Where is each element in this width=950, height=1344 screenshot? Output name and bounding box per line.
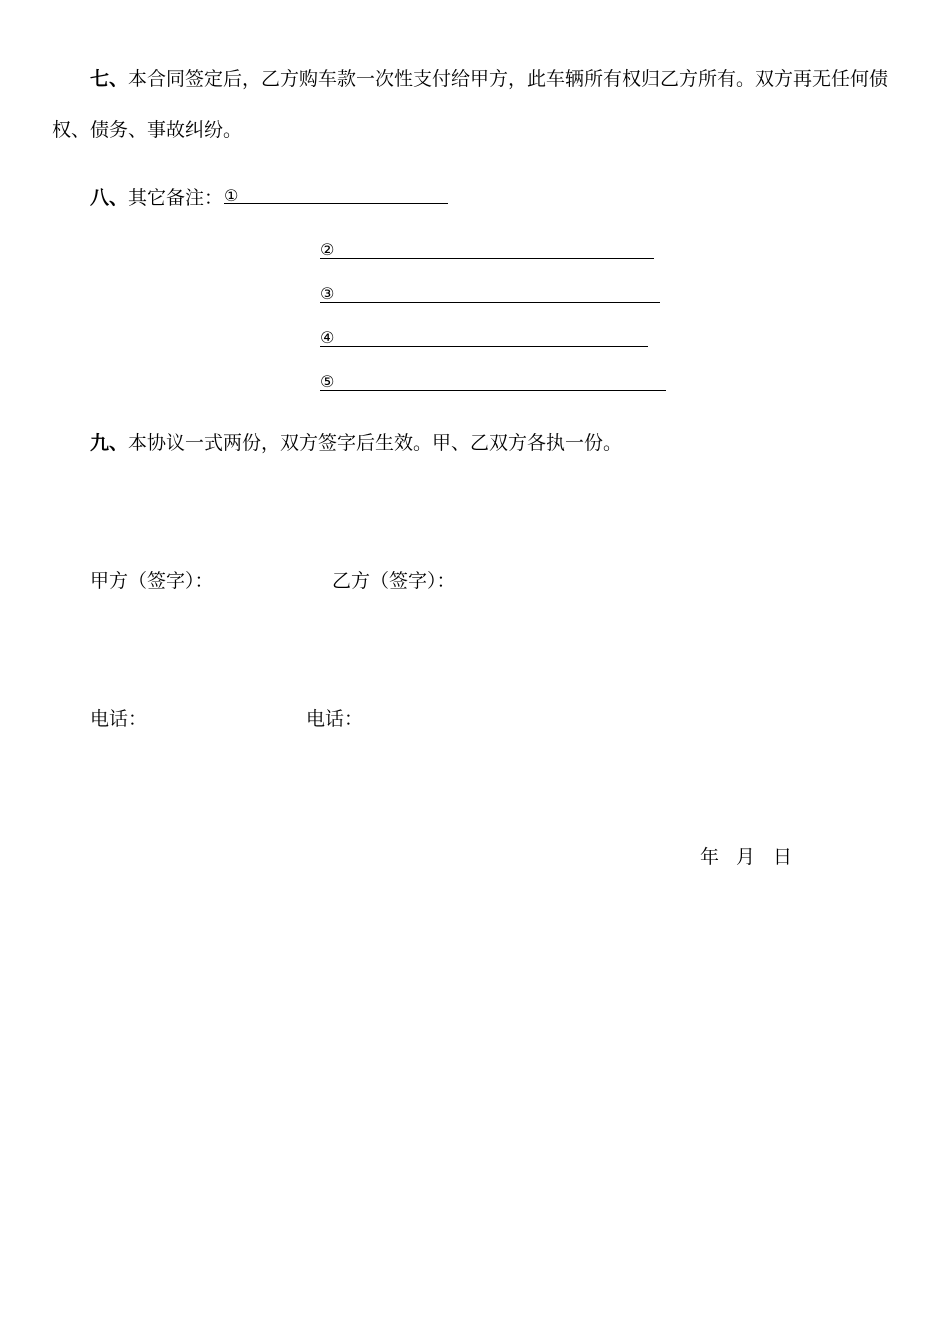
remark-2-blank-line[interactable] [320,258,654,259]
remark-4-blank-line[interactable] [320,346,648,347]
remark-4-marker: ④ [320,328,335,347]
clause-9-text: 本协议一式两份，双方签字后生效。甲、乙双方各执一份。 [128,432,623,454]
remark-3-blank-line[interactable] [320,302,660,303]
date-year-label: 年 [700,846,720,868]
remark-1-marker: ① [224,186,239,205]
clause-7-line-1 [90,64,888,91]
remark-3-marker: ③ [320,284,335,303]
date-month-label: 月 [736,846,756,868]
party-b-signature-label: 乙方（签字）： [332,570,456,592]
clause-7-heading: 七、 [90,68,129,90]
remark-2-marker: ② [320,240,335,259]
clause-7-line-2: 权、债务、事故纠纷。 [52,119,243,141]
clause-9-line [90,428,622,455]
party-a-signature-label: 甲方（签字）： [90,570,214,592]
clause-8-heading: 八、 [90,187,129,209]
date-day-label: 日 [773,846,793,868]
remark-5-marker: ⑤ [320,372,335,391]
remark-5-blank-line[interactable] [320,390,666,391]
clause-9-heading: 九、 [90,432,129,454]
remark-1-blank-line[interactable] [224,203,448,204]
clause-8-line [90,183,223,210]
clause-8-label: 其它备注： [128,187,224,209]
party-a-phone-label: 电话： [90,708,148,730]
party-b-phone-label: 电话： [306,708,364,730]
clause-7-text-1: 本合同签定后，乙方购车款一次性支付给甲方，此车辆所有权归乙方所有。双方再无任何债 [128,68,889,90]
